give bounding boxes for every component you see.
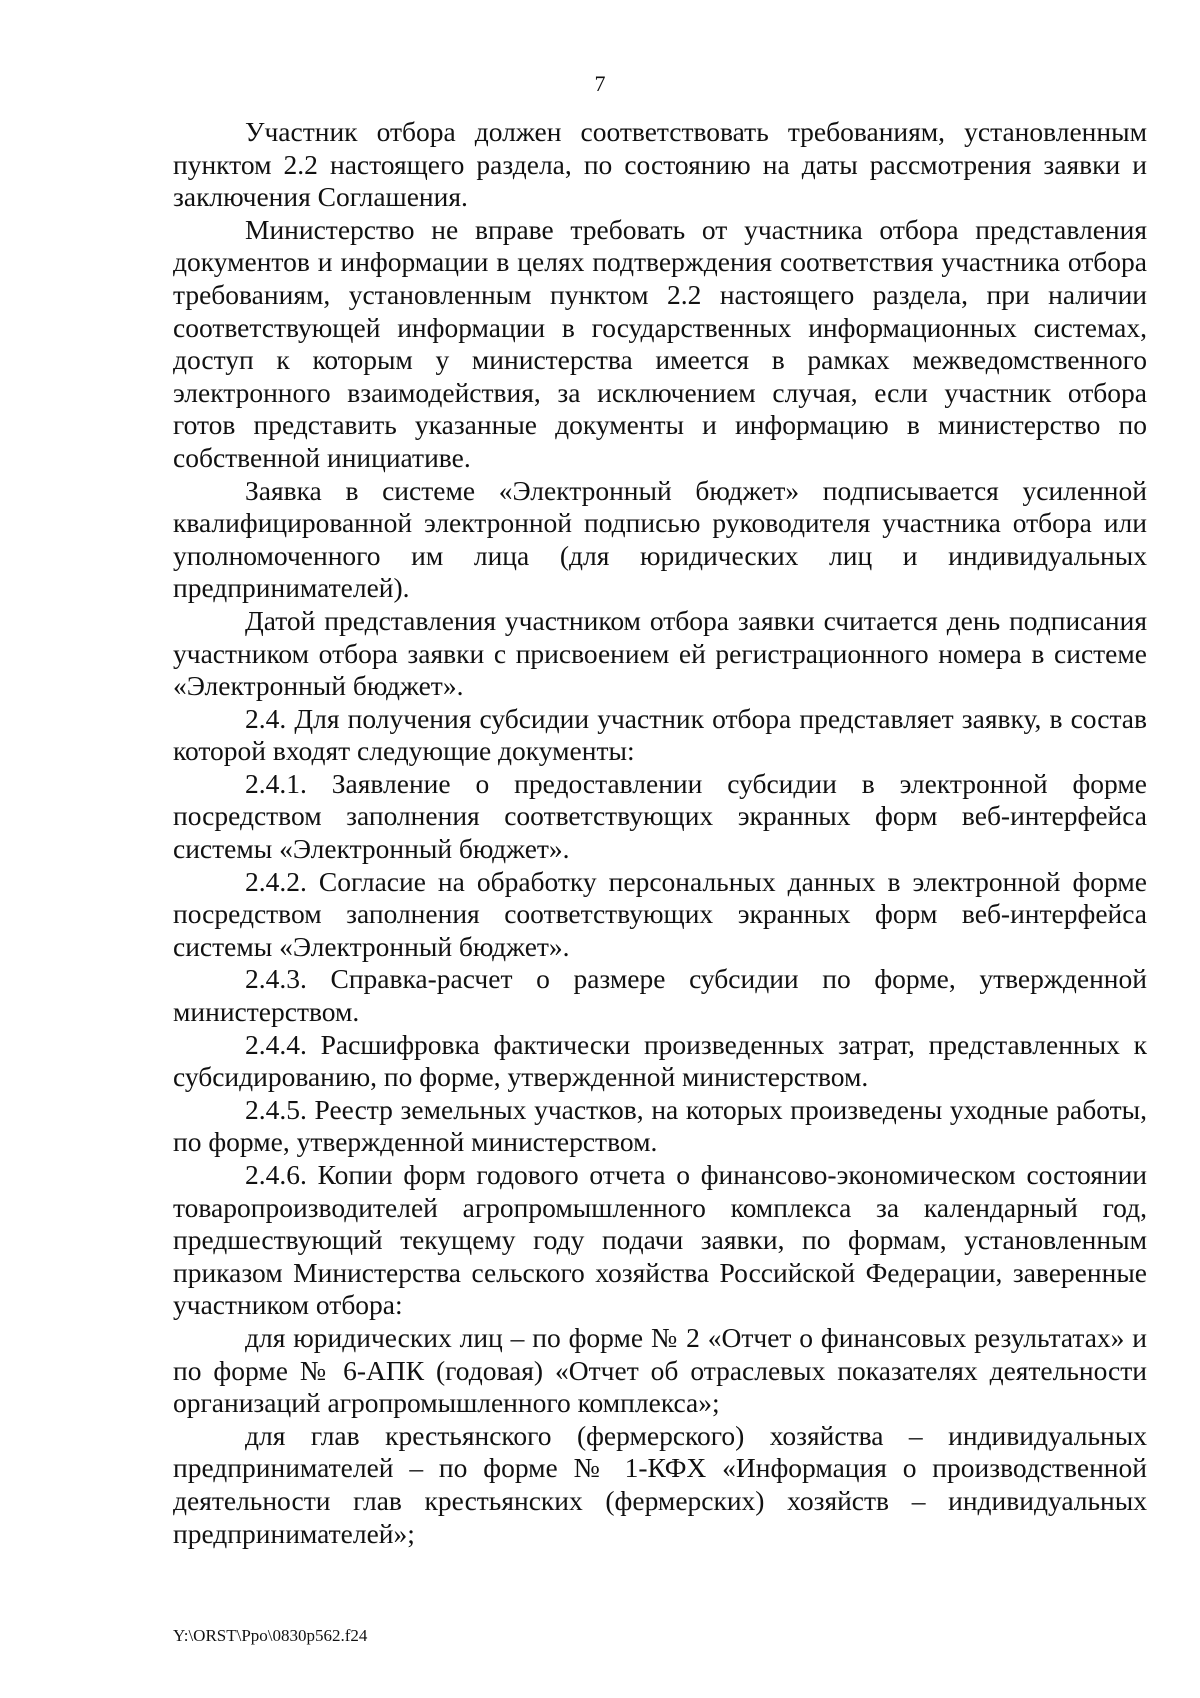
page-number: 7 — [594, 71, 606, 96]
clause-2-4-1: 2.4.1. Заявление о предоставлении субсидии в электронной форме посредством заполнения соответствующих экранных форм веб-интерфейса системы «Электронный бюджет». — [173, 767, 1147, 865]
list-item-legal-entities: для юридических лиц – по форме № 2 «Отчет о финансовых результатах» и по форме № 6-АПК (годовая) «Отчет об отраслевых показателях деятельности организаций агропромышленного комплекса»; — [173, 1321, 1147, 1419]
clause-2-4-2: 2.4.2. Согласие на обработку персональных данных в электронной форме посредством заполнения соответствующих экранных форм веб-интерфейса системы «Электронный бюджет». — [173, 865, 1147, 962]
paragraph: Участник отбора должен соответствовать требованиям, установленным пунктом 2.2 настоящего раздела, по состоянию на даты рассмотрения заявки и заключения Соглашения. — [173, 116, 1147, 213]
clause-2-4: 2.4. Для получения субсидии участник отбора представляет заявку, в состав которой входят следующие документы: — [173, 702, 1147, 767]
paragraph: Министерство не вправе требовать от участника отбора представления документов и информации в целях подтверждения соответствия участника отбора требованиям, установленным пунктом 2.2 настоящего раздела, при наличии соответствующей информации в государственных информационных системах, доступ к которым у министерства имеется в рамках межведомственного электронного взаимодействия, за исключением случая, если участник отбора готов представить указанные документы и информацию в министерство по собственной инициативе. — [173, 213, 1147, 473]
clause-2-4-4: 2.4.4. Расшифровка фактически произведенных затрат, представленных к субсидированию, по форме, утвержденной министерством. — [173, 1028, 1147, 1093]
document-body — [173, 116, 1147, 1550]
clause-2-4-5: 2.4.5. Реестр земельных участков, на которых произведены уходные работы, по форме, утвержденной министерством. — [173, 1093, 1147, 1158]
paragraph: Датой представления участником отбора заявки считается день подписания участником отбора заявки с присвоением ей регистрационного номера в системе «Электронный бюджет». — [173, 604, 1147, 702]
list-item-farm-heads: для глав крестьянского (фермерского) хозяйства – индивидуальных предпринимателей – по форме № 1-КФХ «Информация о производственной деятельности глав крестьянских (фермерских) хозяйств – индивидуальных предпринимателей»; — [173, 1419, 1147, 1549]
clause-2-4-3: 2.4.3. Справка-расчет о размере субсидии по форме, утвержденной министерством. — [173, 963, 1147, 1028]
file-path-footer: Y:\ORST\Ppo\0830p562.f24 — [173, 1626, 368, 1645]
clause-2-4-6: 2.4.6. Копии форм годового отчета о финансово-экономическом состоянии товаропроизводителей агропромышленного комплекса за календарный год, предшествующий текущему году подачи заявки, по формам, установленным приказом Министерства сельского хозяйства Российской Федерации, заверенные участником отбора: — [173, 1159, 1147, 1321]
paragraph: Заявка в системе «Электронный бюджет» подписывается усиленной квалифицированной электронной подписью руководителя участника отбора или уполномоченного им лица (для юридических лиц и индивидуальных предпринимателей). — [173, 474, 1147, 604]
